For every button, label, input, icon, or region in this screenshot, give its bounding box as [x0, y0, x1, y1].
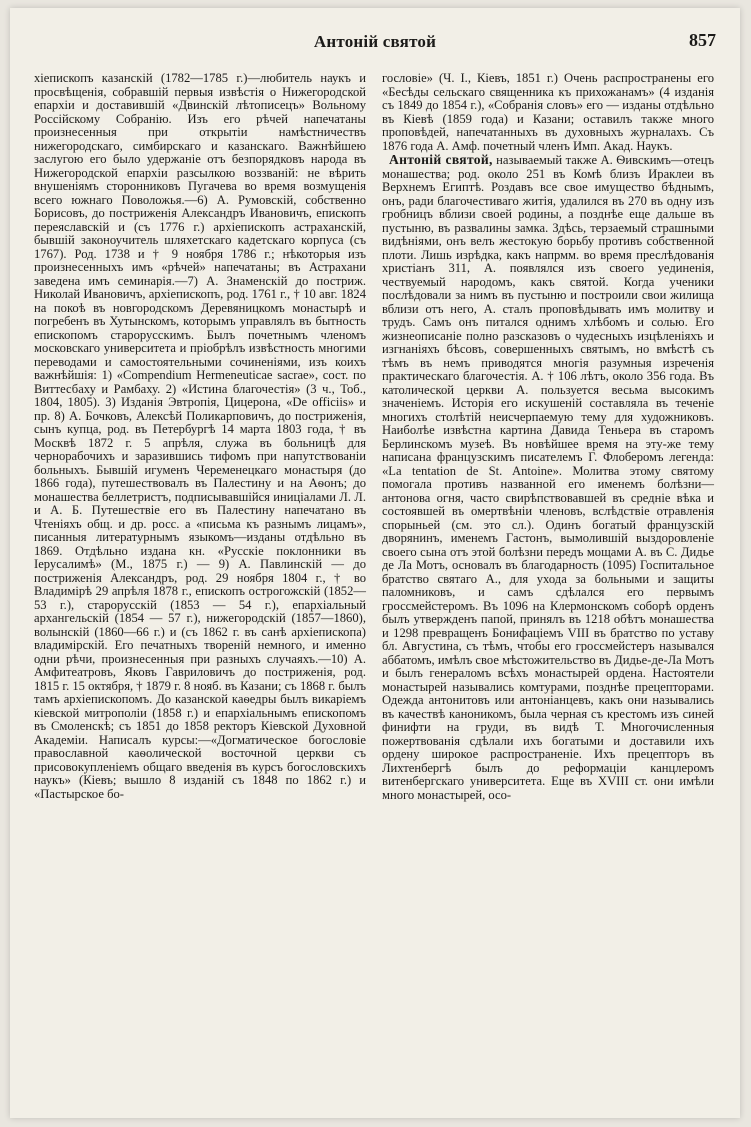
left-column-text: хіепископъ казанскій (1782—1785 г.)—любитель наукъ и просвѣщенія, собравшій первыя извѣстія о Нижегородской епархіи и доставившій «Двинскій лѣтописецъ» Вольному Россійскому Собранію. Изъ его рѣчей напечатаны произнесенныя при открытіи намѣстничествъ нижегородскаго, симбирскаго и казанскаго. Важнѣйшею заслугою его было удержаніе отъ безпорядковъ народа въ Нижегородской епархіи разсылкою воззваній: не вѣрить внушеніямъ сторонниковъ Пугачева во время возмущенія всего южнаго Поволожья.—6) А. Румовскій, собственно Борисовъ, до постриженія Александръ Ивановичъ, епископъ переяславскій и (съ 1776 г.) архіепископъ астраханскій, бывшій законоучитель шляхетскаго кадетскаго корпуса (съ 1767). Род. 1738 и † 9 ноября 1786 г.; нѣкоторыя изъ произнесенныхъ имъ «рѣчей» напечатаны; въ Астрахани заведена имъ семинарія.—7) А. Знаменскій до постриж. Николай Ивановичъ, архіепископъ, род. 1761 г., † 10 авг. 1824 на покоѣ въ новгородскомъ Деревяницкомъ монастырѣ и погребенъ въ Хутынскомъ, которымъ управлялъ въ бытность епископомъ старорусскимъ. Былъ почетнымъ членомъ московскаго университета и пріобрѣлъ извѣстность многими переводами и самостоятельными сочиненіями, изъ коихъ важнѣйшія: 1) «Compendium Hermeneuticae sacrae», сост. по Виттесбаху и Рамбаху. 2) «Истина благочестія» (3 ч., Тоб., 1804, 1805). 3) Изданія Эвтропія, Цицерона, «De officiis» и пр. 8) А. Бочковъ, Алексѣй Поликарповичъ, до постриженія, сынъ купца, род. въ Петербургѣ 14 марта 1803 года, † въ Москвѣ 1872 г. 5 апрѣля, служа въ больницѣ для чернорабочихъ и заразившись тифомъ при напутствованіи больныхъ. Бывшій игуменъ Череменецкаго монастыря (до 1866 года), путешествовалъ въ Палестину и на Аѳонъ; до монашества беллетристъ, подписывавшійся иниціалами Л. Л. и А. Б. Путешествіе его въ Палестину напечатано въ Чтеніяхъ общ. и др. росс. а «письма къ разнымъ лицамъ», писанныя литературнымъ языкомъ—изданы отдѣльно въ 1869. Отдѣльно издана кн. «Русскіе поклонники въ Іерусалимѣ» (М., 1875 г.) — 9) А. Павлинскій — до постриженія Александръ, род. 29 ноября 1804 г., † во Владимірѣ 29 апрѣля 1878 г., епископъ острогожскій (1852—53 г.), старорусскій (1853 — 54 г.), епархіальный архангельскій (1854 — 57 г.), нижегородскій (1857—1860), волынскій (1860—66 г.) и (съ 1862 г. въ санѣ архіепископа) владимірскій. Его печатныхъ твореній немного, и именно одни рѣчи, произнесенныя при разныхъ случаяхъ.—10) А. Амфитеатровъ, Яковъ Гавриловичъ до постриженія, род. 1815 г. 15 октября, † 1879 г. 8 нояб. въ Казани; съ 1868 г. былъ тамъ архіепископомъ. До казанской каѳедры былъ викаріемъ кіевской митрополіи (1858 г.) и епархіальнымъ епископомъ въ Смоленскѣ; съ 1851 до 1858 ректоръ Кіевской Духовной Академіи. Написалъ курсы:—«Догматическое богословіе православной каѳолической восточной церкви съ присовокупленіемъ общаго введенія въ курсъ богословскихъ наукъ» (Кіевъ; вышло 8 изданій съ 1848 по 1862 г.) и «Пастырское бо-: [34, 71, 366, 801]
running-title: Антоній святой: [313, 32, 437, 51]
right-column-continuation: гословіе» (Ч. I., Кіевъ, 1851 г.) Очень распространены его «Бесѣды сельскаго священника къ прихожанамъ» (4 изданія съ 1849 до 1854 г.), «Собранія словъ» его — изданы отдѣльно въ Кіевѣ (1859 года) и Казани; оставилъ также много проповѣдей, напечатанныхъ въ духовныхъ журналахъ. Съ 1876 года А. Амф. почетный членъ Имп. Акад. Наукъ.: [382, 71, 714, 153]
entry-antony-saint: [382, 153, 714, 802]
entry-headword: Антоній святой,: [388, 152, 493, 167]
page-header: [10, 30, 740, 60]
entry-body: называемый также А. Ѳивскимъ—отецъ монашества; род. около 251 въ Комѣ близъ Ираклеи въ Верхнемъ Египтѣ. Роздавъ все свое имущество бѣднымъ, онъ, ради благочестиваго житія, удалился въ 270 въ одну изъ гробницъ вблизи своей родины, а позднѣе еще дальше въ пустыню, въ развалины замка. Здѣсь, терзаемый страшными видѣніями, онъ велъ жестокую борьбу противъ собственной плоти. Лишь изрѣдка, какъ напрмм. во время преслѣдованія христіанъ 311, А. появлялся изъ своего уединенія, чествуемый народомъ, какъ святой. Когда ученики послѣдовали за нимъ въ пустыню и построили свои жилища вблизи отъ него, А. сталъ проповѣдывать имъ молитву и трудъ. Самъ онъ питался однимъ хлѣбомъ и солью. Его жизнеописаніе полно разсказовъ о чудесныхъ изцѣленіяхъ и изгнаніяхъ бѣсовъ, совершенныхъ святымъ, но вмѣстѣ съ тѣмъ въ немъ приводятся многія разумныя изреченія практическаго благочестія. А. † 106 лѣтъ, около 356 года. Въ католической церкви А. пользуется весьма высокимъ значеніемъ. Исторія его искушеній составляла въ теченіе многихъ столѣтій неисчерпаемую тему для художниковъ. Наиболѣе извѣстна картина Давида Теньера въ старомъ Берлинскомъ музеѣ. Въ новѣйшее время на эту-же тему написана французскимъ писателемъ Г. Флоберомъ легенда: «La tentation de St. Antoine». Молитва этому святому помогала противъ названной его именемъ болѣзни—антонова огня, часто свирѣпствовавшей въ средніе вѣка и состоявшей въ омертвѣніи членовъ, вслѣдствіе отравленія спорыньей (см. это сл.). Одинъ богатый французскій дворянинъ, именемъ Гастонъ, вымолившій выздоровленіе своего сына отъ этой болѣзни передъ мощами А. въ С. Дидье де Ла Мотъ, основалъ въ благодарность (1095) Госпитальное братство святаго А., для ухода за больными и защиты паломниковъ, и самъ сдѣлался его первымъ гроссмейстеромъ. Въ 1096 на Клермонскомъ соборѣ орденъ былъ утвержденъ папой, принялъ въ 1218 обѣтъ монашества и 1298 превращенъ Бонифаціемъ VIII въ братство по уставу бл. Августина, съ тѣмъ, чтобы его гроссмейстеръ назывался аббатомъ, имѣлъ свое мѣстожительство въ Дидье-де-Ла Мотъ и былъ генераломъ всѣхъ монастырей ордена. Настоятели монастырей назывались комтурами, позднѣе прецепторами. Одежда антонитовъ или антоніанцевъ, какъ они назывались въ качествѣ каноникомъ, была черная съ крестомъ изъ синей финифти на груди, въ видѣ Т. Многочисленныя пожертвованія сдѣлали ихъ богатыми и доставили ихъ ордену широкое распространеніе. Ихъ прецепторъ въ Лихтенбергѣ былъ до реформаціи канцлеромъ витенбергскаго университета. Еще въ XVIII ст. они имѣли много монастырей, осо-: [382, 153, 714, 802]
page-number: 857: [689, 30, 716, 50]
left-column: [34, 72, 366, 801]
encyclopedia-page: [10, 8, 740, 1118]
right-column: [382, 72, 714, 802]
